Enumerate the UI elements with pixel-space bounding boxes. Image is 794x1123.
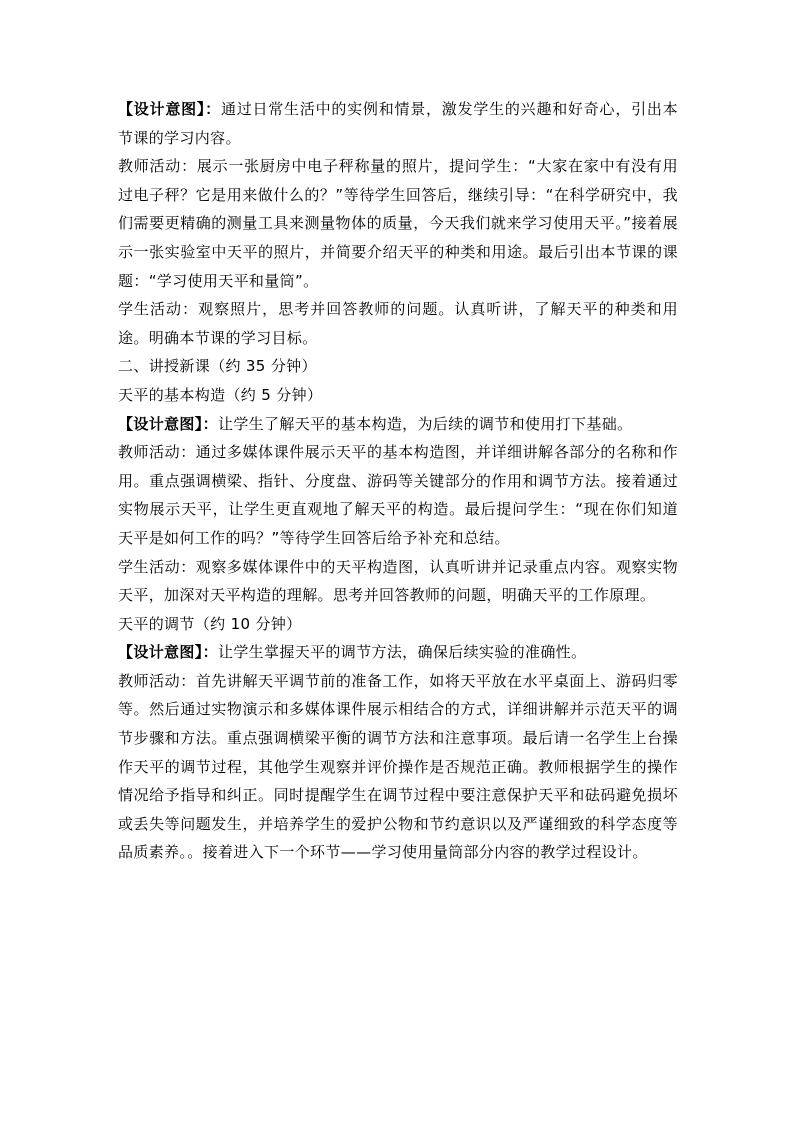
student-activity-paragraph: 学生活动：观察照片，思考并回答教师的问题。认真听讲，了解天平的种类和用途。明确本节课的学习目标。 [118,300,678,347]
paragraph-text: 让学生了解天平的基本构造，为后续的调节和使用打下基础。 [217,414,633,433]
design-intent-paragraph [118,95,678,152]
subsection-heading: 天平的基本构造（约 5 分钟） [118,385,323,404]
design-intent-tag: 【设计意图】 [118,643,203,662]
design-intent-tag: 【设计意图】 [118,100,206,118]
section-heading: 二、讲授新课（约 35 分钟） [118,357,317,376]
tag-colon: ： [205,100,221,118]
paragraph-text: 让学生掌握天平的调节方法，确保后续实验的准确性。 [217,643,587,662]
paragraph-text: 通过日常生活中的实例和情景，激发学生的兴趣和好奇心，引出本节课的学习内容。 [118,100,678,147]
subsection-heading: 天平的调节（约 10 分钟） [118,614,302,633]
student-activity-paragraph: 学生活动：观察多媒体课件中的天平构造图，认真听讲并记录重点内容。观察实物天平，加深对天平构造的理解。思考并回答教师的问题，明确天平的工作原理。 [118,557,678,605]
document-body [118,95,678,867]
design-intent-paragraph [118,410,678,439]
teacher-activity-paragraph: 教师活动：展示一张厨房中电子秤称量的照片，提问学生：“大家在家中有没有用过电子秤？它是用来做什么的？”等待学生回答后，继续引导：“在科学研究中，我们需要更精确的测量工具来测量物体的质量，今天我们就来学习使用天平。”接着展示一张实验室中天平的照片，并简要介绍天平的种类和用途。最后引出本节课的课题：“学习使用天平和量筒”。 [118,157,678,290]
design-intent-paragraph [118,638,678,667]
teacher-activity-paragraph: 教师活动：首先讲解天平调节前的准备工作，如将天平放在水平桌面上、游码归零等。然后通过实物演示和多媒体课件展示相结合的方式，详细讲解并示范天平的调节步骤和方法。重点强调横梁平衡的调节方法和注意事项。最后请一名学生上台操作天平的调节过程，其他学生观察并评价操作是否规范正确。教师根据学生的操作情况给予指导和纠正。同时提醒学生在调节过程中要注意保护天平和砝码避免损坏或丢失等问题发生，并培养学生的爱护公物和节约意识以及严谨细致的科学态度等品质素养。。接着进入下一个环节——学习使用量筒部分内容的教学过程设计。 [118,671,678,862]
teacher-activity-paragraph: 教师活动：通过多媒体课件展示天平的基本构造图，并详细讲解各部分的名称和作用。重点强调横梁、指针、分度盘、游码等关键部分的作用和调节方法。接着通过实物展示天平，让学生更直观地了解天平的构造。最后提问学生：“现在你们知道天平是如何工作的吗？”等待学生回答后给予补充和总结。 [118,443,678,547]
tag-colon: ： [202,414,218,433]
tag-colon: ： [202,643,218,662]
design-intent-tag: 【设计意图】 [118,414,203,433]
